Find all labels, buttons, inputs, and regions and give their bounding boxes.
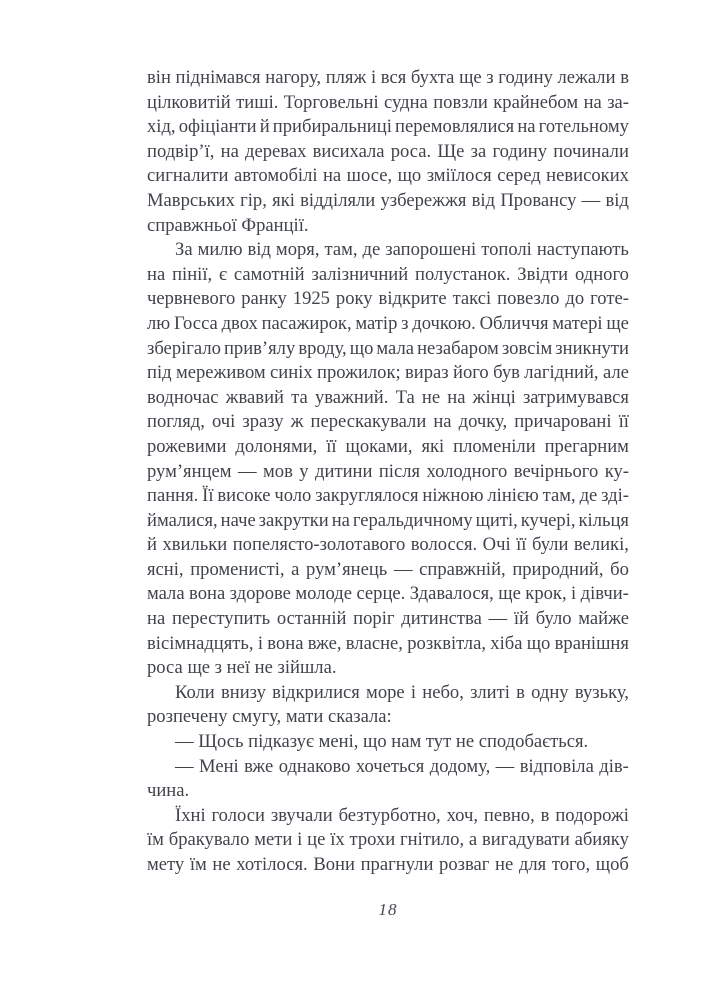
word: безтурботно, — [338, 804, 441, 826]
word: і — [410, 681, 417, 703]
paragraph — [147, 66, 629, 238]
text-line — [147, 533, 629, 558]
word: автомобілі — [233, 165, 318, 187]
word: тополі — [481, 239, 532, 261]
word: чоло — [274, 485, 312, 507]
word: ще — [498, 583, 521, 605]
word: зовсім — [501, 337, 553, 359]
word: це — [307, 829, 326, 851]
word: природний, — [512, 558, 604, 580]
word: хоч, — [446, 804, 478, 826]
word: роса. — [390, 140, 432, 162]
word: вираз — [405, 362, 449, 384]
word: звучали — [270, 804, 333, 826]
word: в — [540, 804, 550, 826]
word: щоками, — [345, 435, 413, 457]
word: — — [393, 558, 413, 580]
word: бухта — [410, 67, 455, 88]
word: хід, — [147, 116, 176, 138]
word: шосе, — [346, 165, 393, 187]
word: їм — [189, 854, 207, 875]
word: на — [220, 140, 239, 162]
word: рожевими — [147, 435, 227, 457]
word: абияку — [574, 829, 629, 851]
text-line — [147, 804, 629, 829]
word: мала — [376, 337, 415, 359]
word: на — [331, 509, 350, 531]
word: залізничний — [311, 263, 409, 285]
word: матір — [355, 312, 398, 334]
text-line — [147, 558, 629, 583]
word: зникнути — [555, 337, 629, 359]
word: таксі — [452, 288, 492, 310]
word: одного — [574, 263, 629, 285]
word: годину — [492, 140, 548, 162]
word: гір, — [240, 189, 267, 211]
word: — — [581, 189, 601, 211]
word: долонями, — [235, 435, 318, 457]
word: гнітило, — [400, 829, 465, 851]
word: вже, — [307, 632, 342, 654]
word: Обличчя — [479, 312, 549, 334]
word: останній — [276, 608, 347, 630]
text-line — [147, 164, 629, 189]
word: мету — [147, 854, 185, 875]
word: вже — [244, 755, 274, 777]
word: Коли — [175, 681, 215, 703]
word: відкрите — [378, 288, 447, 310]
word: справжній, — [419, 558, 506, 580]
word: з — [401, 312, 409, 334]
word: ніжною — [422, 485, 484, 507]
word: подвір’ї, — [147, 140, 215, 162]
word: її — [516, 534, 527, 556]
text-line — [147, 189, 629, 214]
word: нагору, — [265, 67, 322, 88]
word: молоде — [295, 583, 352, 605]
word: — — [175, 755, 194, 777]
paragraph — [147, 238, 629, 681]
text-line: — Щось підказує мені, що нам тут не сподобається. — [175, 731, 589, 753]
text-line — [147, 484, 629, 509]
word: що — [397, 165, 422, 187]
word: двох — [221, 312, 258, 334]
word: вона — [189, 583, 226, 605]
text-line: розпечену смугу, мати сказала: — [147, 706, 392, 728]
word: був — [493, 362, 520, 384]
word: дитинства — [401, 608, 482, 630]
word: пасажирок, — [261, 312, 352, 334]
word: ще — [459, 67, 482, 88]
paragraph — [147, 681, 629, 730]
word: він — [147, 67, 171, 88]
word: лежали — [557, 67, 616, 88]
word: ясні, — [147, 558, 184, 580]
word: трохи — [349, 829, 396, 851]
word: пінії, — [172, 263, 213, 285]
word: погляд, — [147, 411, 205, 433]
word: поріг — [353, 608, 395, 630]
word: та — [291, 386, 308, 408]
word: бо — [610, 558, 629, 580]
word: незабаром — [417, 337, 499, 359]
word: холодного — [426, 460, 508, 482]
paragraph — [147, 730, 629, 755]
word: зміїлося — [426, 165, 492, 187]
word: а — [291, 558, 300, 580]
text-line — [147, 410, 629, 435]
word: Здавалося, — [409, 583, 494, 605]
word: вузьку, — [574, 681, 629, 703]
word: цілковитій — [147, 91, 231, 113]
word: Мені — [199, 755, 239, 777]
word: хвильки — [162, 534, 228, 556]
word: море — [366, 681, 405, 703]
word: її — [618, 411, 629, 433]
text-line: справжньої Франції. — [147, 214, 309, 236]
word: на — [147, 608, 166, 630]
word: в — [516, 681, 525, 703]
word: хотілося. — [236, 854, 308, 875]
word: годину — [498, 67, 553, 88]
word: прегарним — [544, 435, 629, 457]
word: червневого — [147, 288, 236, 310]
word: кучері, — [520, 509, 576, 531]
word: однаково — [278, 755, 351, 777]
word: великі, — [573, 534, 629, 556]
word: з — [486, 67, 494, 88]
word: Очі — [482, 534, 511, 556]
word: судна — [384, 91, 428, 113]
word: а — [468, 829, 478, 851]
text-line — [147, 460, 629, 485]
word: вона — [267, 632, 304, 654]
text-line — [147, 140, 629, 165]
word: дочку, — [458, 411, 508, 433]
word: — — [488, 608, 508, 630]
word: подорожі — [555, 804, 629, 826]
word: здорове — [229, 583, 291, 605]
word: де — [362, 239, 381, 261]
word: наступають — [536, 239, 629, 261]
word: прагнули — [360, 854, 434, 875]
word: відповіла — [519, 755, 594, 777]
word: мереживом — [175, 362, 266, 384]
word: очі — [211, 411, 236, 433]
word: прив’ялу — [223, 337, 296, 359]
word: Провансу — [500, 189, 577, 211]
word: закруглялося — [315, 485, 419, 507]
word: полустанок. — [415, 263, 511, 285]
word: Звідти — [517, 263, 569, 285]
word: ж — [290, 411, 304, 433]
word: для — [518, 854, 547, 875]
word: волосся. — [410, 534, 478, 556]
word: не — [495, 854, 514, 875]
word: небо, — [422, 681, 464, 703]
word: піднімався — [175, 67, 261, 88]
word: від — [605, 189, 629, 211]
text-line — [147, 386, 629, 411]
word: дівчи- — [580, 583, 629, 605]
word: хочеться — [355, 755, 425, 777]
word: щоб — [595, 854, 629, 875]
word: самотній — [233, 263, 305, 285]
word: за- — [607, 91, 629, 113]
word: розваг — [439, 854, 490, 875]
word: зберігало — [147, 337, 221, 359]
word: лінією — [487, 485, 539, 507]
word: Госса — [173, 312, 218, 334]
word: власне, — [345, 632, 403, 654]
word: її — [326, 435, 337, 457]
text-line — [147, 263, 629, 288]
text-line — [147, 607, 629, 632]
word: прибиральниці — [272, 116, 392, 138]
text-line — [147, 66, 629, 91]
word: дочкою. — [412, 312, 476, 334]
word: лагідний, — [524, 362, 599, 384]
word: запорошені — [385, 239, 477, 261]
text-line — [147, 238, 629, 263]
word: жвавий — [225, 386, 284, 408]
word: повзли — [433, 91, 488, 113]
word: там, — [324, 239, 358, 261]
word: ранку — [241, 288, 287, 310]
text-line — [147, 312, 629, 337]
word: пломеніли — [453, 435, 536, 457]
paragraph — [147, 804, 629, 878]
text-line — [147, 632, 629, 657]
word: де — [579, 485, 598, 507]
word: геральдичному — [352, 509, 473, 531]
word: моря, — [275, 239, 320, 261]
word: майже — [578, 608, 629, 630]
text-line: роса ще з неї не зійшла. — [147, 657, 337, 679]
word: але — [602, 362, 629, 384]
text-line — [147, 509, 629, 534]
word: на — [433, 411, 452, 433]
word: вроду, — [298, 337, 347, 359]
word: перемовлялися — [395, 116, 515, 138]
word: Торговельні — [283, 91, 379, 113]
word: і — [297, 829, 303, 851]
word: вісімнадцять, — [147, 632, 254, 654]
word: затримувався — [522, 386, 629, 408]
word: лю — [147, 312, 171, 334]
word: крок, — [525, 583, 567, 605]
word: на — [447, 386, 466, 408]
word: переступить — [171, 608, 271, 630]
word: серед — [497, 165, 541, 187]
word: голоси — [211, 804, 265, 826]
word: їй — [513, 608, 529, 630]
word: кільця — [578, 509, 629, 531]
paragraph — [147, 755, 629, 804]
word: вечірнього — [513, 460, 599, 482]
word: від — [247, 239, 271, 261]
word: його — [453, 362, 489, 384]
word: і — [370, 67, 377, 88]
word: починали — [553, 140, 629, 162]
word: дитини — [315, 460, 373, 482]
text-line — [147, 582, 629, 607]
word: Її — [202, 485, 214, 507]
word: після — [378, 460, 421, 482]
word: за — [470, 140, 487, 162]
word: Ще — [437, 140, 465, 162]
text-line — [147, 287, 629, 312]
word: високе — [217, 485, 271, 507]
word: і — [571, 583, 577, 605]
word: крайнебом — [493, 91, 579, 113]
word: причаровані — [514, 411, 612, 433]
word: на — [517, 116, 536, 138]
word: матері — [552, 312, 603, 334]
text-line — [147, 828, 629, 853]
word: готельному — [538, 116, 629, 138]
word: попелясто-золотавого — [232, 534, 406, 556]
word: року — [335, 288, 373, 310]
word: готе- — [590, 288, 629, 310]
word: Їхні — [175, 804, 206, 826]
text-line — [147, 853, 629, 878]
word: одну — [531, 681, 569, 703]
word: на — [147, 263, 166, 285]
word: розквітла, — [407, 632, 486, 654]
text-line — [147, 681, 629, 706]
word: їм — [147, 829, 164, 851]
word: того, — [551, 854, 591, 875]
word: деревах — [245, 140, 307, 162]
word: повезло — [497, 288, 560, 310]
word: прожилок; — [317, 362, 401, 384]
word: що — [526, 632, 551, 654]
word: Вони — [313, 854, 355, 875]
word: невисоких — [546, 165, 629, 187]
word: За — [175, 239, 193, 261]
word: були — [531, 534, 569, 556]
word: зразу — [242, 411, 284, 433]
text-line — [147, 91, 629, 116]
word: Маврських — [147, 189, 235, 211]
word: щиті, — [475, 509, 518, 531]
text-line — [147, 755, 629, 780]
word: узбережжя — [380, 189, 467, 211]
word: рум’янець — [306, 558, 388, 580]
word: не — [212, 854, 231, 875]
word: ку- — [604, 460, 629, 482]
word: дів- — [599, 755, 629, 777]
word: вранішня — [554, 632, 629, 654]
text-line — [147, 115, 629, 140]
word: рум’янцем — [147, 460, 232, 482]
word: — — [495, 755, 515, 777]
word: пання. — [147, 485, 199, 507]
word: тиші. — [236, 91, 279, 113]
word: не — [421, 386, 441, 408]
word: ймалися, — [147, 509, 218, 531]
word: внизу — [220, 681, 266, 703]
word: синіх — [270, 362, 313, 384]
word: ще — [606, 312, 629, 334]
word: сигналити — [147, 165, 229, 187]
word: Та — [395, 386, 415, 408]
text-line — [147, 337, 629, 362]
word: водночас — [147, 386, 219, 408]
word: мети — [254, 829, 293, 851]
text-line: чина. — [147, 780, 190, 802]
page-number: 18 — [378, 900, 398, 919]
word: є — [219, 263, 228, 285]
word: які — [272, 189, 295, 211]
word: відділяли — [300, 189, 376, 211]
text-line — [147, 361, 629, 386]
word: на — [583, 91, 602, 113]
word: променисті, — [190, 558, 285, 580]
word: висихала — [312, 140, 385, 162]
word: милю — [197, 239, 243, 261]
word: додому, — [429, 755, 491, 777]
word: в — [620, 67, 629, 88]
word: і — [257, 632, 264, 654]
word: до — [565, 288, 585, 310]
word: — — [237, 460, 257, 482]
word: 1925 — [292, 288, 330, 310]
word: наче — [220, 509, 256, 531]
word: зді- — [601, 485, 629, 507]
word: мала — [147, 583, 185, 605]
text-line — [147, 435, 629, 460]
word: вся — [380, 67, 407, 88]
word: певно, — [483, 804, 535, 826]
word: хіба — [490, 632, 523, 654]
word: уважний. — [314, 386, 389, 408]
word: бракувало — [168, 829, 250, 851]
word: там, — [542, 485, 576, 507]
word: офіціанти — [178, 116, 257, 138]
word: мов — [263, 460, 293, 482]
word: жінці — [472, 386, 516, 408]
word: й — [147, 534, 157, 556]
word: закрутки — [258, 509, 329, 531]
word: у — [299, 460, 309, 482]
word: що — [349, 337, 374, 359]
word: перескакували — [310, 411, 427, 433]
word: було — [535, 608, 572, 630]
word: пляж — [325, 67, 367, 88]
word: під — [147, 362, 172, 384]
word: відкрилися — [272, 681, 360, 703]
page-text-block — [147, 66, 629, 878]
word: від — [471, 189, 496, 211]
word: серце. — [356, 583, 406, 605]
word: які — [421, 435, 445, 457]
word: вигадувати — [482, 829, 570, 851]
word: й — [259, 116, 270, 138]
word: злиті — [470, 681, 510, 703]
word: на — [322, 165, 342, 187]
word: їх — [330, 829, 345, 851]
